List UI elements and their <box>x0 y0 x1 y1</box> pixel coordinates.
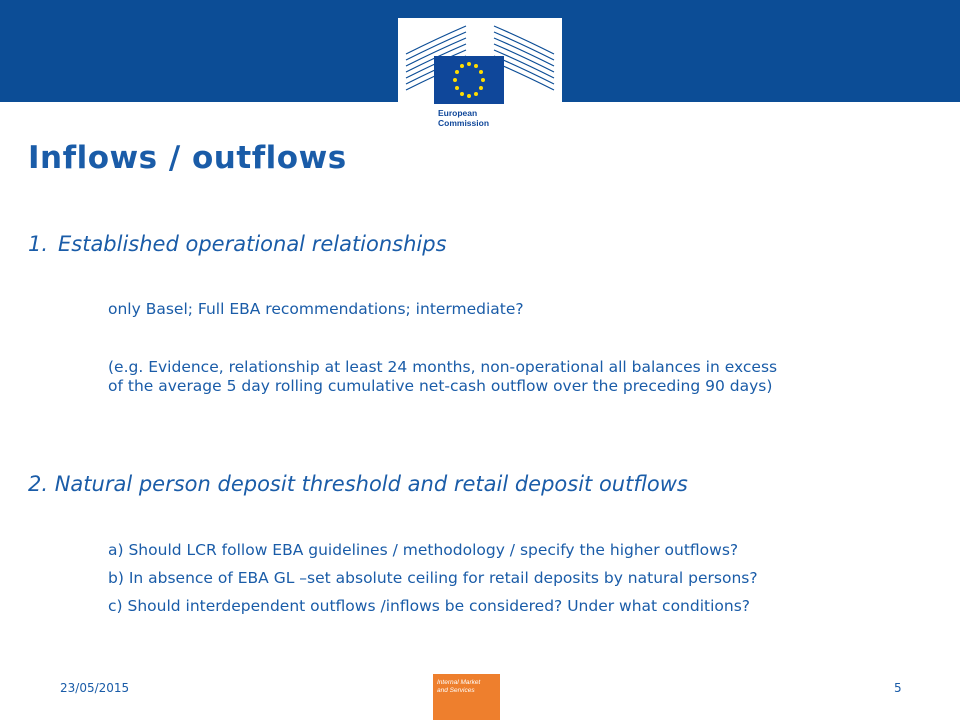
logo-line1: European <box>438 108 478 118</box>
section1-paragraph2-line2: of the average 5 day rolling cumulative net-cash outflow over the preceding 90 days) <box>108 377 773 395</box>
european-commission-logo <box>398 18 562 132</box>
section1-number: 1. <box>28 232 49 256</box>
dg-logo-line1: Internal Market <box>437 679 481 686</box>
section1-paragraph1: only Basel; Full EBA recommendations; intermediate? <box>108 300 524 318</box>
section1-heading <box>28 232 447 256</box>
section2-item-b: b) In absence of EBA GL –set absolute ceiling for retail deposits by natural persons? <box>108 569 758 587</box>
section2-item-c: c) Should interdependent outflows /inflows be considered? Under what conditions? <box>108 597 751 615</box>
section1-heading-text: Established operational relationships <box>58 232 447 256</box>
section2-heading: 2. Natural person deposit threshold and retail deposit outflows <box>28 472 688 496</box>
slide-title: Inflows / outflows <box>28 140 347 176</box>
page-number: 5 <box>894 681 902 695</box>
logo-line2: Commission <box>438 118 490 128</box>
dg-logo-line2: and Services <box>437 687 475 694</box>
dg-logo-text <box>437 679 497 695</box>
footer-date: 23/05/2015 <box>60 681 130 695</box>
section2-item-a: a) Should LCR follow EBA guidelines / methodology / specify the higher outflows? <box>108 541 739 559</box>
section1-paragraph2 <box>108 358 928 396</box>
dg-internal-market-logo <box>433 674 500 720</box>
section1-paragraph2-line1: (e.g. Evidence, relationship at least 24 months, non-operational all balances in excess <box>108 358 778 376</box>
